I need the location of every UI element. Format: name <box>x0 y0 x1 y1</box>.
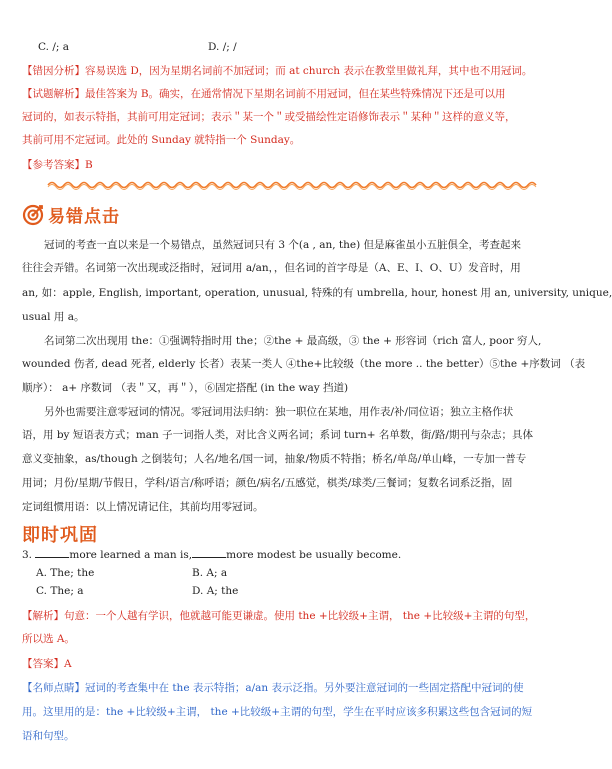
paragraph1-line4: usual 用 a。 <box>22 311 85 323</box>
analysis-line1: 【解析】句意：一个人越有学识，他就越可能更谦虚。使用 the +比较级+主谓， the +比较级+主谓的句型， <box>22 610 536 622</box>
option-a: A. The; the <box>36 567 95 579</box>
explanation-line-2: 冠词的，如表示特指，其前可用定冠词；表示＂某一个＂或受描绘性定语修饰表示＂某种＂这样的意义等， <box>22 111 516 123</box>
analysis-line2: 所以选 A。 <box>22 633 75 645</box>
question-number: 3. <box>22 549 33 561</box>
wavy-divider <box>48 178 528 192</box>
error-analysis-text: 容易误选 D，因为星期名词前不加冠词；而 at church 表示在教堂里做礼拜，其中也不用冠词。 <box>85 65 533 77</box>
paragraph3-line3: 意义变抽象，as/though 之倒装句；人名/地名/国一词，抽象/物质不特指；桥名/单岛/单山峰，一专加一普专 <box>22 453 527 465</box>
answer: 【答案】A <box>22 658 72 670</box>
explanation-line-1: 【试题解析】最佳答案为 B。确实，在通常情况下星期名词前不用冠词，但在某些特殊情况下还是可以用 <box>22 88 506 100</box>
question-stem: 3. more learned a man is, more modest be usually become. <box>22 549 402 561</box>
paragraph3-line2: 语，用 by 短语表方式；man 子一词指人类，对比含义两名词；系词 turn+ 名单数，街/路/期刊与杂志；具体 <box>22 429 533 441</box>
paragraph1-line3: an, 如：apple, English, important, operation, unusual, 特殊的有 umbrella, hour, honest 用 an, university, unique, <box>22 287 612 299</box>
section-header-error-prone <box>22 202 120 227</box>
paragraph3-line5: 定词组惯用语：以上情况请记住，其前均用零冠词。 <box>22 501 264 513</box>
section-title: 即时巩固 <box>22 525 98 546</box>
reference-answer: 【参考答案】B <box>22 159 93 171</box>
teacher-note-line3: 语和句型。 <box>22 730 75 742</box>
option-c: C. The; a <box>36 585 84 597</box>
error-analysis <box>22 64 533 78</box>
paragraph3-line1: 另外也需要注意零冠词的情况。零冠词用法归纳：独一职位在某地，用作表/补/同位语；独立主格作状 <box>44 406 514 418</box>
option-b: B. A; a <box>192 567 228 579</box>
teacher-note-tag: 【名师点睛】 <box>22 682 85 694</box>
error-analysis-tag: 【错因分析】 <box>22 65 85 77</box>
explanation-tag: 【试题解析】 <box>22 88 85 100</box>
option-c: C. /; a <box>38 41 70 53</box>
answer-blank-2 <box>192 548 226 558</box>
paragraph2-line1: 名词第二次出现用 the：①强调特指时用 the；②the + 最高级，③ the + 形容词（rich 富人, poor 穷人, <box>44 335 542 347</box>
analysis-tag: 【解析】 <box>22 610 64 622</box>
paragraph2-line2: wounded 伤者, dead 死者, elderly 长者）表某一类人 ④the+比较级（the more .. the better）⑤the +序数词 （表 <box>22 358 586 370</box>
paragraph3-line4: 用词；月份/星期/节假日，学科/语言/称呼语；颜色/病名/五感觉，棋类/球类/三餐词；复数名词系泛指，固 <box>22 477 513 489</box>
target-icon <box>22 204 44 226</box>
answer-blank-1 <box>35 548 69 558</box>
section-header-practice <box>22 521 98 547</box>
paragraph2-line3: 顺序）： a+ 序数词 （表＂又，再＂），⑥固定搭配 (in the way 挡道) <box>22 382 349 394</box>
option-d: D. /; / <box>208 41 237 53</box>
teacher-note-line1: 【名师点睛】冠词的考查集中在 the 表示特指；a/an 表示泛指。另外要注意冠词的一些固定搭配中冠词的使 <box>22 682 524 694</box>
section-title: 易错点击 <box>48 207 120 227</box>
paragraph1-line1: 冠词的考查一直以来是一个易错点，虽然冠词只有 3 个(a , an, the) 但是麻雀虽小五脏俱全，考查起来 <box>44 239 522 251</box>
teacher-note-line2: 用。这里用的是：the +比较级+主谓， the +比较级+主谓的句型，学生在平时应该多积累这些包含冠词的短 <box>22 706 533 718</box>
paragraph1-line2: 往往会弄错。名词第一次出现或泛指时，冠词用 a/an，，但名词的首字母是（A、E、I、O、U）发音时，用 <box>22 262 521 274</box>
explanation-line-3: 其前可用不定冠词。此处的 Sunday 就特指一个 Sunday。 <box>22 134 301 146</box>
option-d: D. A; the <box>192 585 239 597</box>
